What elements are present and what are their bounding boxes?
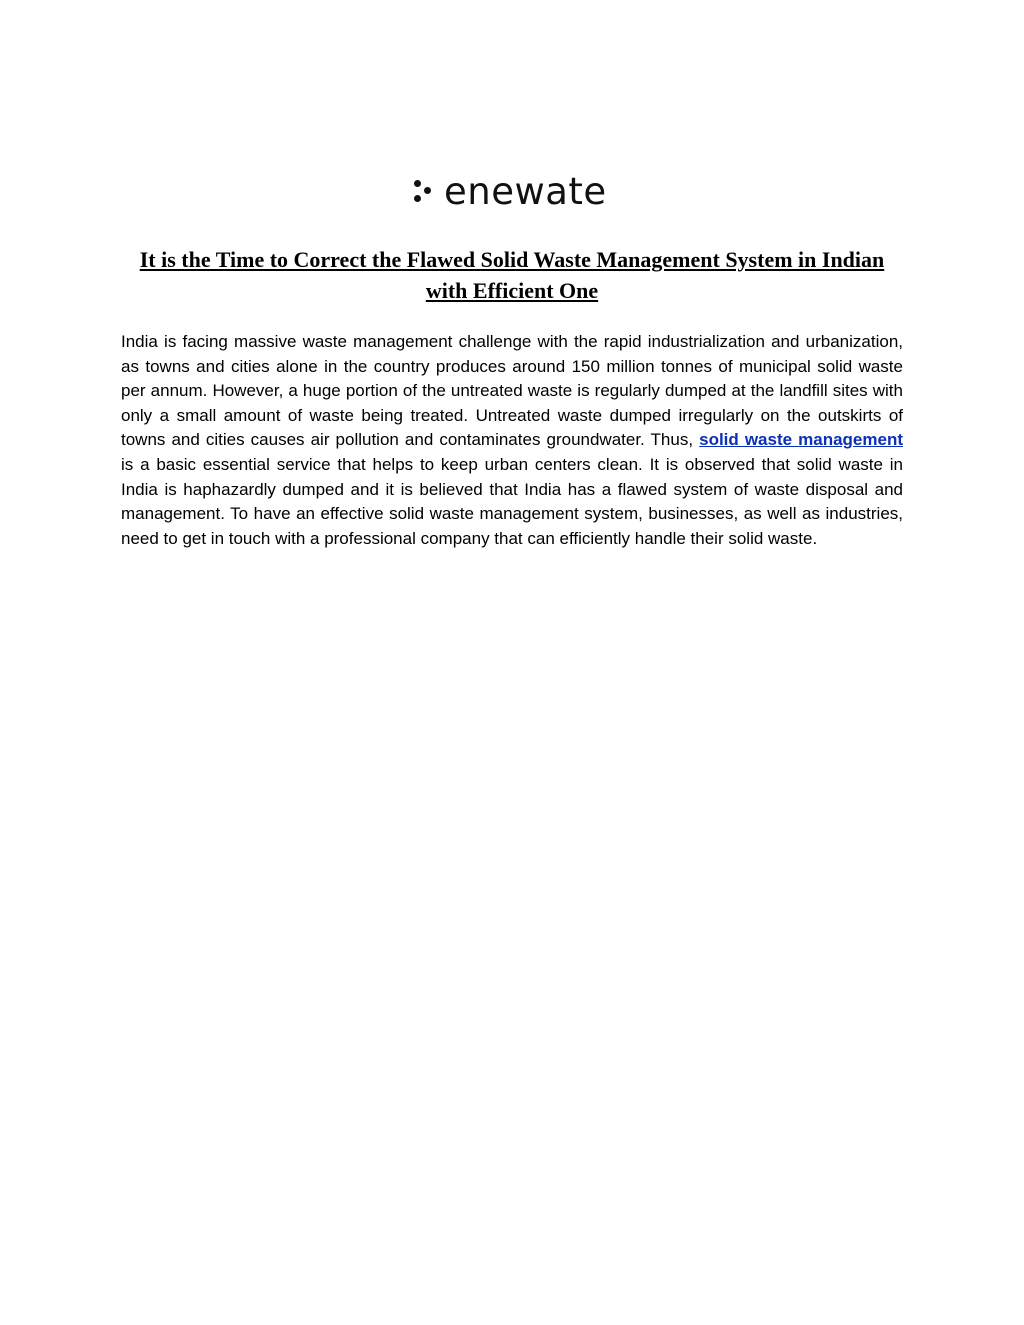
paragraph-text-after-link: is a basic essential service that helps to keep urban centers clean. It is observed that solid waste in India is haphazardly dumped and it is believed that India has a flawed system of waste disposal and management. To have an effective solid waste management system, businesses, as well as industries, need to get in touch with a professional company that can efficiently handle their solid waste.: [121, 454, 903, 548]
body-paragraph: [121, 330, 903, 551]
paragraph-text-before-link: India is facing massive waste management challenge with the rapid industrialization and urbanization, as towns and cities alone in the country produces around 150 million tonnes of municipal solid waste per annum. However, a huge portion of the untreated waste is regularly dumped at the landfill sites with only a small amount of waste being treated. Untreated waste dumped irregularly on the outskirts of towns and cities causes air pollution and contaminates groundwater. Thus,: [121, 332, 903, 450]
brand-name: enewate: [444, 170, 607, 213]
solid-waste-management-link[interactable]: solid waste management: [699, 430, 903, 450]
brand-logo: [412, 172, 607, 212]
dots-logo-icon: [412, 178, 434, 206]
document-title: It is the Time to Correct the Flawed Solid Waste Management System in Indian with Efficient One: [139, 247, 885, 303]
